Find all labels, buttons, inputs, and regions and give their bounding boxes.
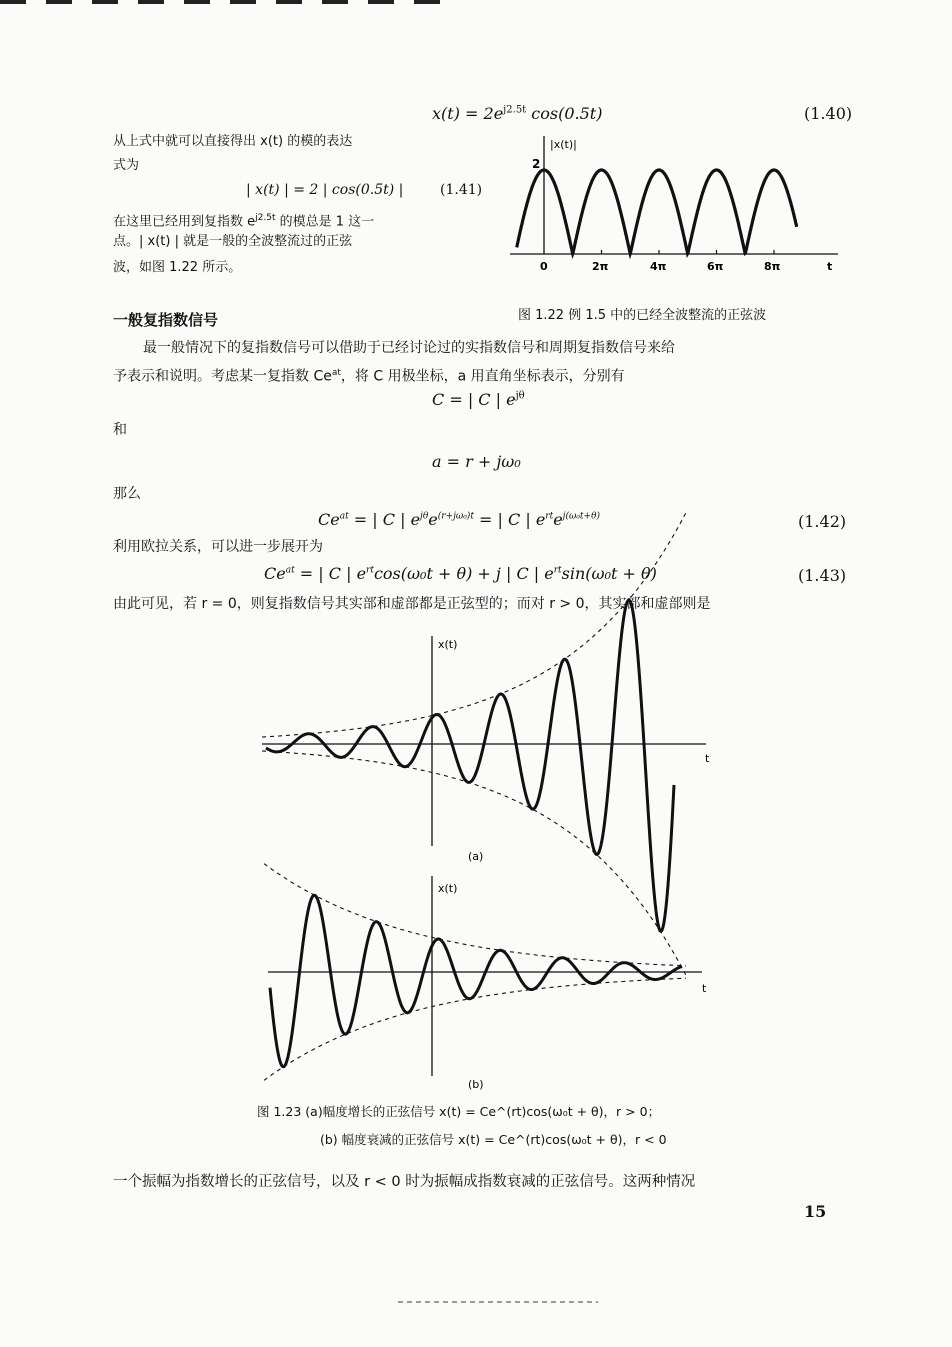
eq143-p2: = | C | e [294, 564, 367, 583]
page-number: 15 [804, 1202, 827, 1221]
eq142-p1: Ce [318, 510, 340, 529]
fig123a-sublabel: (a) [468, 850, 484, 863]
eq-C-sup: jθ [515, 390, 525, 402]
figure-1-23a [250, 630, 730, 865]
equation-1-43 [264, 564, 657, 583]
eq142-s3: (r+jω₀)t [437, 511, 474, 522]
figure-1-22 [500, 130, 850, 280]
side-text-line-1: 从上式中就可以直接得出 x(t) 的模的表达 [113, 134, 353, 149]
fig122-tick-0: 0 [540, 260, 548, 273]
para1-line2 [113, 361, 625, 389]
eq142-s5: j(ω₀t+θ) [562, 511, 601, 522]
equation-number-1-41: (1.41) [440, 182, 483, 198]
para2: 利用欧拉关系，可以进一步展开为 [113, 539, 323, 555]
figure-1-23-caption-line1: 图 1.23 (a)幅度增长的正弦信号 x(t) = Ce^(rt)cos(ω₀t + θ)，r > 0； [257, 1104, 661, 1119]
fig122-rectified-curve [517, 170, 797, 254]
equation-number-1-42: (1.42) [798, 512, 847, 531]
equation-number-1-43: (1.43) [798, 566, 847, 585]
side-line-3-a: 在这里已经用到复指数 e [113, 214, 256, 230]
figure-1-23-caption-line2: (b) 幅度衰减的正弦信号 x(t) = Ce^(rt)cos(ω₀t + θ)，r < 0 [320, 1132, 667, 1147]
eq-1-40-lhs: x(t) = 2e [432, 104, 504, 123]
side-text-line-2: 式为 [113, 158, 140, 173]
eq-1-40-rhs: cos(0.5t) [526, 104, 603, 123]
equation-number-1-40: (1.40) [804, 104, 853, 123]
section-title: 一般复指数信号 [113, 311, 219, 329]
eq142-p5: e [553, 510, 563, 529]
eq142-s1: at [339, 511, 349, 522]
para1-line2-b: ，将 C 用极坐标，a 用直角坐标表示，分别有 [340, 368, 625, 385]
fig122-tick-2pi: 2π [592, 260, 609, 273]
eq142-s4: rt [545, 511, 554, 522]
fig122-tick-6pi: 6π [707, 260, 724, 273]
fig123a-tlabel: t [705, 752, 710, 765]
eq-1-40-sup: j2.5t [503, 104, 527, 116]
fig123b-ylabel: x(t) [438, 882, 458, 895]
top-dash-line [0, 0, 460, 4]
figure-1-22-caption: 图 1.22 例 1.5 中的已经全波整流的正弦波 [518, 308, 767, 323]
equation-a: a = r + jω₀ [432, 452, 521, 471]
eq143-s2: rt [366, 565, 374, 576]
fig123a-ylabel: x(t) [438, 638, 458, 651]
fig122-tick-t: t [827, 260, 833, 273]
side-line-3-b: 的模总是 1 这一 [275, 214, 375, 230]
eq142-s2: jθ [420, 511, 429, 522]
equation-1-40 [432, 104, 602, 123]
side-text-line-5: 波，如图 1.22 所示。 [113, 260, 242, 275]
para1-line2-a: 予表示和说明。考虑某一复指数 Ce [113, 368, 332, 385]
side-line-3-sup: j2.5t [255, 213, 276, 223]
eq142-p3: e [428, 510, 438, 529]
para1-line1: 最一般情况下的复指数信号可以借助于已经讨论过的实指数信号和周期复指数信号来给 [143, 340, 675, 356]
eq143-p3: cos(ω₀t + θ) + j | C | e [373, 564, 554, 583]
eq143-s1: at [285, 565, 295, 576]
para3: 由此可见，若 r = 0，则复指数信号其实部和虚部都是正弦型的；而对 r > 0，其实部和虚部则是 [113, 596, 711, 612]
bottom-artifact-line [398, 1301, 598, 1303]
figure-1-23b [250, 862, 730, 1094]
equation-C-polar [432, 390, 525, 409]
fig123b-tlabel: t [702, 982, 707, 995]
equation-1-42 [318, 510, 600, 529]
equation-1-41: | x(t) | = 2 | cos(0.5t) | [246, 182, 404, 198]
para4: 一个振幅为指数增长的正弦信号，以及 r < 0 时为振幅成指数衰减的正弦信号。这两种情况 [113, 1174, 696, 1190]
fig123b-decaying-sinusoid [270, 895, 682, 1066]
word-name: 那么 [113, 486, 141, 502]
eq142-p2: = | C | e [348, 510, 421, 529]
eq-C-lhs: C = | C | e [432, 390, 516, 409]
side-text-line-4: 点。| x(t) | 就是一般的全波整流过的正弦 [113, 234, 353, 249]
word-he: 和 [113, 422, 127, 438]
eq143-s3: rt [553, 565, 562, 576]
fig122-peak-label: 2 [532, 157, 541, 171]
eq142-p4: = | C | e [473, 510, 546, 529]
eq143-p1: Ce [264, 564, 286, 583]
fig122-tick-8pi: 8π [764, 260, 781, 273]
para1-line2-sup: at [331, 368, 341, 378]
fig122-tick-4pi: 4π [650, 260, 667, 273]
eq143-p4: sin(ω₀t + θ) [561, 564, 657, 583]
fig122-ylabel: |x(t)| [550, 138, 577, 151]
fig123b-sublabel: (b) [468, 1078, 484, 1091]
